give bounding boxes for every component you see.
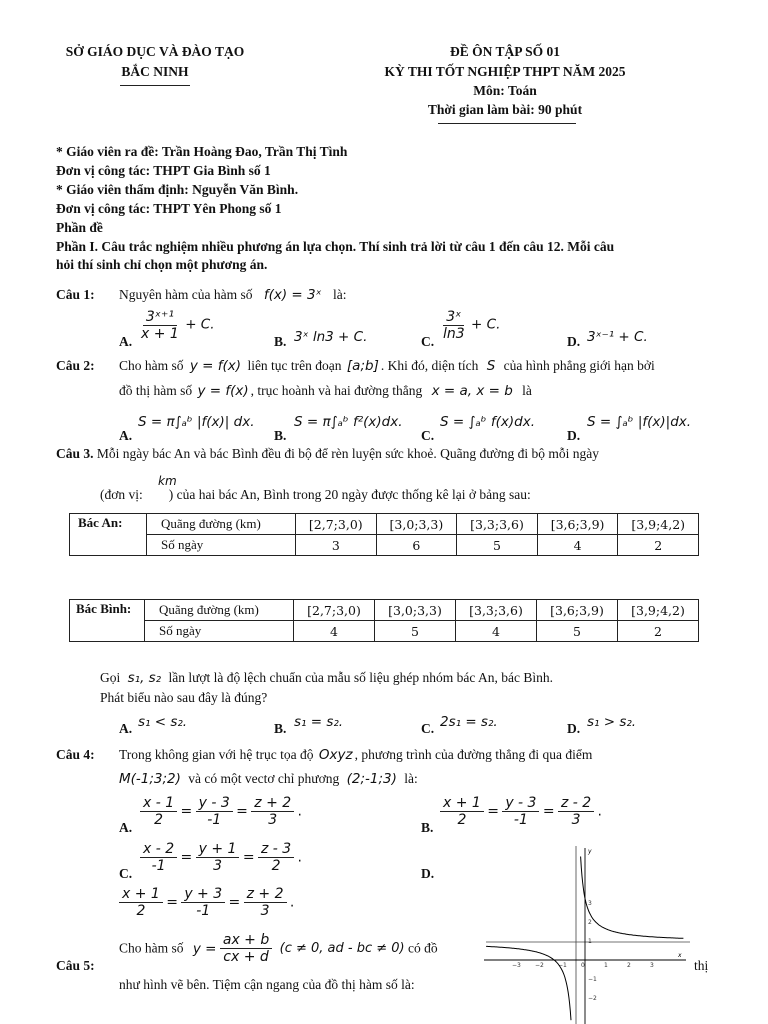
q5-stem-line2: như hình vẽ bên. Tiệm cận ngang của đồ thị hàm số là: bbox=[119, 977, 415, 992]
y-tick-label: 3 bbox=[588, 900, 592, 907]
hyperbola-graph bbox=[480, 846, 690, 1024]
table-an-count: 6 bbox=[376, 535, 457, 556]
table-an-interval: [2,7;3,0) bbox=[296, 514, 377, 535]
q4-stem-line2 bbox=[119, 771, 418, 787]
table-an-count: 4 bbox=[537, 535, 618, 556]
table-an-count: 2 bbox=[618, 535, 699, 556]
q4-b-n2: y - 3 bbox=[502, 795, 539, 812]
y-tick-label: 2 bbox=[588, 919, 592, 926]
table-binh-count: 4 bbox=[456, 621, 537, 642]
q3-option-b[interactable]: s₁ = s₂. bbox=[294, 714, 344, 730]
q2-text-g: là bbox=[522, 383, 532, 398]
q4-c-d2: 3 bbox=[213, 858, 223, 874]
table-binh-count: 5 bbox=[537, 621, 618, 642]
q4-direction-vector: (2;-1;3) bbox=[346, 771, 397, 787]
q4-a-d3: 3 bbox=[268, 812, 278, 828]
table-binh-count: 5 bbox=[375, 621, 456, 642]
q1-stem bbox=[119, 287, 346, 303]
q1-c-num: 3ˣ bbox=[443, 309, 464, 326]
table-binh-interval: [3,0;3,3) bbox=[375, 600, 456, 621]
q2-func: y = f(x) bbox=[189, 358, 242, 374]
q1-option-d-label: D. bbox=[567, 334, 581, 349]
q4-a-n2: y - 3 bbox=[196, 795, 233, 812]
q3-unit-line bbox=[100, 487, 531, 503]
header-department: SỞ GIÁO DỤC VÀ ĐÀO TẠO bbox=[65, 44, 245, 59]
q3-option-b-label: B. bbox=[274, 721, 287, 736]
q1-function: f(x) = 3ˣ bbox=[263, 287, 322, 303]
q3-stem bbox=[56, 446, 599, 462]
q4-option-a[interactable]: $\frac{x - 1}{2}$ = $\frac{y - 3}{-1}$ = $\frac{z + 2}{3}$ . bbox=[140, 795, 302, 828]
q4-a-n1: x - 1 bbox=[140, 795, 177, 812]
q4-d-d3: 3 bbox=[260, 903, 270, 919]
q4-a-d1: 2 bbox=[154, 812, 164, 828]
q2-text-d: của hình phẳng giới hạn bởi bbox=[503, 358, 655, 373]
q4-b-n1: x + 1 bbox=[440, 795, 484, 812]
exam-name: KỲ THI TỐT NGHIỆP THPT NĂM 2025 bbox=[384, 64, 626, 79]
q1-option-b-label: B. bbox=[274, 334, 287, 349]
q3-unit-symbol: km bbox=[158, 474, 177, 488]
table-bac-an bbox=[69, 513, 699, 556]
table-binh-count: 4 bbox=[294, 621, 375, 642]
header-right-underline bbox=[438, 123, 576, 124]
q2-text-b: liên tục trên đoạn bbox=[247, 358, 342, 373]
q4-text-c: và có một vectơ chỉ phương bbox=[188, 771, 340, 786]
q1-after: là: bbox=[332, 287, 347, 302]
q1-a-tail: + C. bbox=[185, 316, 215, 333]
reviewer-school: Đơn vị công tác: THPT Yên Phong số 1 bbox=[56, 201, 282, 216]
header-province: BẮC NINH bbox=[121, 64, 189, 79]
table-an-name: Bác An: bbox=[70, 514, 147, 556]
q4-text-d: là: bbox=[404, 771, 418, 786]
q2-text-a: Cho hàm số bbox=[119, 358, 184, 373]
table-binh-interval: [3,6;3,9) bbox=[537, 600, 618, 621]
q4-option-b-label: B. bbox=[421, 820, 434, 835]
table-an-count: 5 bbox=[457, 535, 538, 556]
q4-d-n1: x + 1 bbox=[119, 886, 163, 903]
table-binh-interval: [2,7;3,0) bbox=[294, 600, 375, 621]
table-binh-interval: [3,3;3,6) bbox=[456, 600, 537, 621]
q4-option-d[interactable]: $\frac{x + 1}{2}$ = $\frac{y + 3}{-1}$ = $\frac{z + 2}{3}$ . bbox=[119, 886, 294, 919]
table-binh-name: Bác Bình: bbox=[70, 600, 145, 642]
header-left-underline bbox=[120, 85, 190, 86]
reviewer-line: * Giáo viên thẩm định: Nguyễn Văn Bình. bbox=[56, 182, 299, 197]
q5-stem-line1 bbox=[119, 932, 438, 965]
y-tick-label: −1 bbox=[588, 976, 597, 983]
x-tick-label: 3 bbox=[650, 962, 654, 969]
table-an-interval: [3,9;4,2) bbox=[618, 514, 699, 535]
q4-d-d2: -1 bbox=[196, 903, 211, 919]
q1-option-d[interactable]: 3ˣ⁻¹ + C. bbox=[587, 329, 648, 345]
table-an-interval: [3,0;3,3) bbox=[376, 514, 457, 535]
q4-c-n3: z - 3 bbox=[258, 841, 294, 858]
q4-c-n1: x - 2 bbox=[140, 841, 177, 858]
q2-segment: [a;b] bbox=[346, 358, 379, 374]
q2-option-b[interactable]: S = π∫ₐᵇ f²(x)dx. bbox=[294, 414, 403, 430]
x-tick-label: 1 bbox=[604, 962, 608, 969]
q4-option-c-label: C. bbox=[119, 866, 133, 881]
q2-text-f: , trục hoành và hai đường thẳng bbox=[250, 383, 423, 398]
q4-d-n2: y + 3 bbox=[181, 886, 225, 903]
q4-option-b[interactable]: $\frac{x + 1}{2}$ = $\frac{y - 3}{-1}$ = $\frac{z - 2}{3}$ . bbox=[440, 795, 602, 828]
q2-option-d[interactable]: S = ∫ₐᵇ |f(x)|dx. bbox=[587, 414, 692, 430]
q3-question: Phát biểu nào sau đây là đúng? bbox=[100, 690, 268, 705]
q3-unit-post: ) của hai bác An, Bình trong 20 ngày được thống kê lại ở bảng sau: bbox=[168, 487, 531, 502]
part1-instruction-cont: hỏi thí sinh chỉ chọn một phương án. bbox=[56, 257, 268, 272]
q1-c-tail: + C. bbox=[471, 316, 501, 333]
table-binh-count: 2 bbox=[618, 621, 699, 642]
table-binh-interval: [3,9;4,2) bbox=[618, 600, 699, 621]
q3-given bbox=[100, 670, 553, 686]
q1-option-a[interactable] bbox=[138, 309, 215, 342]
q4-option-a-label: A. bbox=[119, 820, 133, 835]
x-tick-label: −2 bbox=[535, 962, 544, 969]
table-binh-row1-label: Quãng đường (km) bbox=[145, 600, 294, 621]
q2-option-d-label: D. bbox=[567, 428, 581, 443]
q2-stem-line2 bbox=[119, 383, 532, 399]
q1-a-den: x + 1 bbox=[141, 326, 179, 342]
q2-option-c-label: C. bbox=[421, 428, 435, 443]
q3-unit-pre: (đơn vị: bbox=[100, 487, 143, 502]
table-an-count: 3 bbox=[296, 535, 377, 556]
x-axis-label: x bbox=[678, 952, 682, 959]
q4-b-d2: -1 bbox=[513, 812, 528, 828]
curve-left-branch bbox=[486, 946, 571, 1020]
q2-stem-line1 bbox=[119, 358, 655, 374]
table-an-interval: [3,6;3,9) bbox=[537, 514, 618, 535]
q1-label: Câu 1: bbox=[56, 287, 95, 302]
q5-text-a: Cho hàm số bbox=[119, 940, 184, 956]
q1-option-c-label: C. bbox=[421, 334, 435, 349]
author-school: Đơn vị công tác: THPT Gia Bình số 1 bbox=[56, 163, 271, 178]
q1-text: Nguyên hàm của hàm số bbox=[119, 287, 253, 302]
q4-oxyz: Oxyz bbox=[318, 747, 353, 763]
q2-area-symbol: S bbox=[486, 358, 496, 374]
author-line: * Giáo viên ra đề: Trần Hoàng Đao, Trần Thị Tình bbox=[56, 144, 348, 159]
x-tick-label: 0 bbox=[581, 962, 585, 969]
q2-label: Câu 2: bbox=[56, 358, 95, 373]
table-an-row2-label: Số ngày bbox=[147, 535, 296, 556]
section-heading: Phần đề bbox=[56, 220, 103, 235]
q1-option-a-label: A. bbox=[119, 334, 133, 349]
q2-func-2: y = f(x) bbox=[197, 383, 249, 399]
table-binh-row2-label: Số ngày bbox=[145, 621, 294, 642]
x-tick-label: 2 bbox=[627, 962, 631, 969]
table-an-row1-label: Quãng đường (km) bbox=[147, 514, 296, 535]
x-tick-label: −1 bbox=[558, 962, 567, 969]
q5-y-equals: y = bbox=[192, 940, 217, 957]
q5-numerator: ax + b bbox=[220, 932, 272, 949]
x-tick-label: −3 bbox=[512, 962, 521, 969]
q4-d-d1: 2 bbox=[136, 903, 146, 919]
y-axis-label: y bbox=[588, 848, 592, 855]
x-tick-labels bbox=[512, 962, 654, 969]
y-tick-label: −2 bbox=[588, 995, 597, 1002]
q2-text-e: đồ thị hàm số bbox=[119, 383, 193, 398]
q3-given-b: lần lượt là độ lệch chuẩn của mẫu số liệu ghép nhóm bác An, bác Bình. bbox=[168, 670, 553, 685]
q4-stem-line1 bbox=[119, 747, 592, 763]
q4-c-d3: 2 bbox=[271, 858, 281, 874]
part1-instruction: Phần I. Câu trắc nghiệm nhiều phương án lựa chọn. Thí sinh trả lời từ câu 1 đến câu 12. Mỗi câu bbox=[56, 239, 615, 254]
q4-text-b: , phương trình của đường thẳng đi qua điểm bbox=[354, 747, 593, 762]
q5-text-c: thị bbox=[694, 958, 709, 973]
q4-b-d1: 2 bbox=[457, 812, 467, 828]
q4-c-d1: -1 bbox=[151, 858, 166, 874]
q3-option-a[interactable]: s₁ < s₂. bbox=[138, 714, 188, 730]
subject: Môn: Toán bbox=[473, 83, 537, 98]
time-limit: Thời gian làm bài: 90 phút bbox=[427, 102, 583, 117]
q3-text: Mỗi ngày bác An và bác Bình đều đi bộ để rèn luyện sức khoẻ. Quãng đường đi bộ mỗi ngày bbox=[96, 446, 599, 461]
q3-option-d-label: D. bbox=[567, 721, 581, 736]
q4-label: Câu 4: bbox=[56, 747, 95, 762]
q4-a-d2: -1 bbox=[207, 812, 222, 828]
q4-option-c[interactable]: $\frac{x - 2}{-1}$ = $\frac{y + 1}{3}$ = $\frac{z - 3}{2}$ . bbox=[140, 841, 302, 874]
q2-option-b-label: B. bbox=[274, 428, 287, 443]
q1-option-b[interactable]: 3ˣ ln3 + C. bbox=[294, 329, 368, 345]
q3-label: Câu 3. bbox=[56, 446, 94, 461]
q5-label: Câu 5: bbox=[56, 958, 95, 973]
q3-option-d[interactable]: s₁ > s₂. bbox=[587, 714, 637, 730]
q4-c-n2: y + 1 bbox=[196, 841, 240, 858]
q3-given-a: Gọi bbox=[100, 670, 121, 685]
q4-b-n3: z - 2 bbox=[558, 795, 594, 812]
exam-title: ĐỀ ÔN TẬP SỐ 01 bbox=[449, 44, 561, 59]
q4-point: M(-1;3;2) bbox=[119, 771, 181, 787]
table-bac-binh bbox=[69, 599, 699, 642]
q1-a-num: 3ˣ⁺¹ bbox=[143, 309, 177, 326]
y-tick-label: 1 bbox=[588, 938, 592, 945]
q4-b-d3: 3 bbox=[571, 812, 581, 828]
q1-option-c[interactable] bbox=[440, 309, 500, 342]
q4-a-n3: z + 2 bbox=[251, 795, 294, 812]
q2-option-a-label: A. bbox=[119, 428, 133, 443]
q3-option-c[interactable]: 2s₁ = s₂. bbox=[440, 714, 498, 730]
q2-option-a[interactable]: S = π∫ₐᵇ |f(x)| dx. bbox=[138, 414, 255, 430]
q3-option-a-label: A. bbox=[119, 721, 133, 736]
q1-c-den: ln3 bbox=[443, 326, 465, 342]
q4-text-a: Trong không gian với hệ trục tọa độ bbox=[119, 747, 314, 762]
q4-d-n3: z + 2 bbox=[244, 886, 287, 903]
curve-right-branch bbox=[581, 857, 684, 939]
q2-option-c[interactable]: S = ∫ₐᵇ f(x)dx. bbox=[440, 414, 535, 430]
q3-stddev-symbols: s₁, s₂ bbox=[127, 670, 162, 686]
q5-text-b: có đồ bbox=[408, 940, 438, 956]
q3-option-c-label: C. bbox=[421, 721, 435, 736]
q2-lines: x = a, x = b bbox=[431, 383, 513, 399]
y-tick-labels bbox=[588, 900, 597, 1002]
table-an-interval: [3,3;3,6) bbox=[457, 514, 538, 535]
q4-option-d-label: D. bbox=[421, 866, 435, 881]
q2-text-c: . Khi đó, diện tích bbox=[380, 358, 479, 373]
q5-denominator: cx + d bbox=[223, 949, 269, 965]
q5-condition: (c ≠ 0, ad - bc ≠ 0) bbox=[279, 941, 405, 956]
